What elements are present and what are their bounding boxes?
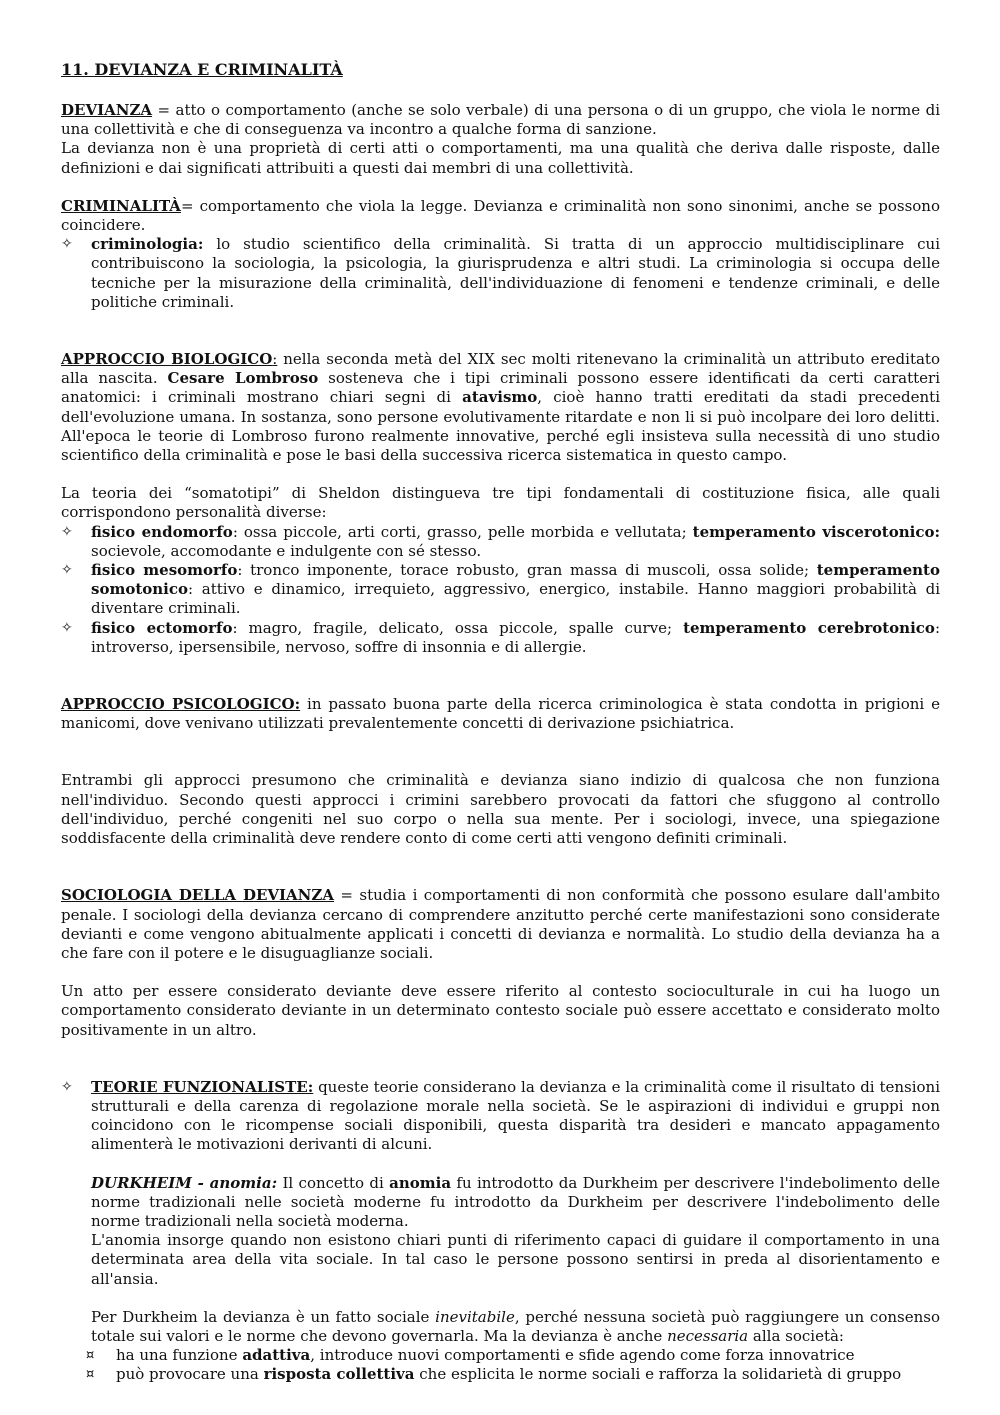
durkheim-term: DURKHEIM - anomia: bbox=[91, 1173, 278, 1192]
temperament-desc: : attivo e dinamico, irrequieto, aggressivo, energico, instabile. Hanno maggiori probabilità di diventare criminali. bbox=[91, 580, 940, 618]
durkheim-text-3c: alla società: bbox=[748, 1326, 844, 1345]
durkheim-text-3a: Per Durkheim la devianza è un fatto sociale bbox=[91, 1307, 436, 1326]
psicologico-paragraph bbox=[61, 695, 940, 733]
criminologia-term: criminologia: bbox=[91, 235, 204, 254]
biologico-paragraph bbox=[61, 350, 940, 465]
type-term: fisico endomorfo bbox=[91, 522, 233, 541]
biologico-text-1: nella seconda metà del XIX sec molti ritenevano la criminalità un attributo ereditato alla nascita. bbox=[61, 350, 940, 388]
sociologia-term: SOCIOLOGIA DELLA DEVIANZA bbox=[61, 886, 334, 905]
durkheim-paragraph-2: L'anomia insorge quando non esistono chiari punti di riferimento capaci di guidare il comportamento in una determinata area della vita sociale. In tal caso le persone possono sentirsi in preda al disorientamento e all'ansia. bbox=[91, 1231, 940, 1288]
funzionaliste-term: TEORIE FUNZIONALISTE: bbox=[91, 1077, 314, 1096]
anomia-term: anomia bbox=[389, 1173, 452, 1192]
type-desc: : tronco imponente, torace robusto, gran massa di muscoli, ossa solide; bbox=[237, 561, 817, 580]
list-item bbox=[61, 561, 940, 619]
currency-sign-icon: ¤ bbox=[86, 1367, 95, 1383]
temperament-desc: socievole, accomodante e indulgente con sé stesso. bbox=[91, 541, 482, 560]
list-item bbox=[61, 235, 940, 312]
sub-list-item bbox=[86, 1365, 940, 1384]
list-item bbox=[61, 523, 940, 561]
biologico-text-2: sosteneva che i tipi criminali possono essere identificati da certi caratteri anatomici: i criminali mostrano chiari segni di bbox=[61, 369, 940, 407]
currency-sign-icon: ¤ bbox=[86, 1348, 95, 1364]
sub-text-c: , introduce nuovi comportamenti e sfide agendo come forza innovatrice bbox=[310, 1346, 855, 1365]
lombroso-name: Cesare Lombroso bbox=[167, 369, 319, 388]
necessaria-term: necessaria bbox=[667, 1326, 749, 1345]
devianza-paragraph-2: La devianza non è una proprietà di certi atti o comportamenti, ma una qualità che deriva dalle risposte, dalle definizioni e dai significati attribuiti a questi dai membri di una collettività. bbox=[61, 139, 940, 177]
sociologia-paragraph-2: Un atto per essere considerato deviante deve essere riferito al contesto socioculturale in cui ha luogo un comportamento considerato deviante in un determinato contesto sociale può essere accettato e considerato molto positivamente in un altro. bbox=[61, 982, 940, 1039]
sub-text-a: ha una funzione bbox=[116, 1346, 243, 1365]
criminologia-text: lo studio scientifico della criminalità. Si tratta di un approccio multidisciplinare cui contribuiscono la sociologia, la psicologia, la giurisprudenza e altri studi. La criminologia si occupa delle tecniche per la misurazione della criminalità, dell'individuazione di fenomeni e tendenze criminali, e delle politiche criminali. bbox=[91, 235, 940, 311]
temperament-term: temperamento cerebrotonico bbox=[683, 618, 935, 637]
type-term: fisico ectomorfo bbox=[91, 618, 233, 637]
durkheim-text-1: Il concetto di bbox=[277, 1173, 390, 1192]
criminalita-paragraph bbox=[61, 197, 940, 235]
sub-list-item bbox=[86, 1346, 940, 1365]
criminalita-term: CRIMINALITÀ bbox=[61, 196, 181, 215]
temperament-term: temperamento somotonico bbox=[91, 561, 940, 599]
risposta-collettiva-term: risposta collettiva bbox=[263, 1365, 415, 1384]
biologico-term: APPROCCIO BIOLOGICO bbox=[61, 350, 273, 369]
temperament-term: temperamento viscerotonico: bbox=[692, 522, 940, 541]
inevitabile-term: inevitabile bbox=[435, 1307, 515, 1326]
devianza-definition: = atto o comportamento (anche se solo verbale) di una persona o di un gruppo, che viola le norme di una collettività e che di conseguenza va incontro a qualche forma di sanzione. bbox=[61, 101, 940, 139]
durkheim-text-2: fu introdotto da Durkheim per descrivere l'indebolimento delle norme tradizionali nelle società moderne fu introdotto da Durkheim per descrivere l'indebolimento delle norme tradizionali nella società moderna. bbox=[91, 1173, 940, 1230]
biologico-colon: : bbox=[272, 350, 278, 369]
type-term: fisico mesomorfo bbox=[91, 561, 238, 580]
sociologia-text: = studia i comportamenti di non conformità che possono esulare dall'ambito penale. I sociologi della devianza cercano di comprendere anzitutto perché certe manifestazioni sono considerate devianti e come vengono abitualmente applicati i concetti di devianza e normalità. Lo studio della devianza ha a che fare con il potere e le disuguaglianze sociali. bbox=[61, 886, 941, 962]
entrambi-paragraph: Entrambi gli approcci presumono che criminalità e devianza siano indizio di qualcosa che non funziona nell'individuo. Secondo questi approcci i crimini sarebbero provocati da fattori che sfuggono al controllo dell'individuo, perché congeniti nel suo corpo o nella sua mente. Per i sociologi, invece, una spiegazione soddisfacente della criminalità deve rendere conto di come certi atti vengono definiti criminali. bbox=[61, 771, 940, 848]
page-title: 11. DEVIANZA E CRIMINALITÀ bbox=[61, 60, 343, 79]
criminalita-definition: = comportamento che viola la legge. Devianza e criminalità non sono sinonimi, anche se possono coincidere. bbox=[61, 196, 940, 235]
four-point-star-outline-icon: ✧ bbox=[61, 236, 73, 253]
adattiva-term: adattiva bbox=[242, 1346, 311, 1365]
funzionaliste-text: queste teorie considerano la devianza e la criminalità come il risultato di tensioni strutturali e della carenza di regolazione morale nella società. Se le aspirazioni di individui e gruppi non coincidono con le ricompense sociali disponibili, questa disparità tra desideri e mancato appagamento alimenterà le motivazioni derivanti di alcuni. bbox=[91, 1077, 940, 1154]
list-item bbox=[61, 1078, 940, 1385]
devianza-paragraph bbox=[61, 101, 940, 139]
devianza-term: DEVIANZA bbox=[61, 101, 153, 119]
type-desc: : magro, fragile, delicato, ossa piccole, spalle curve; bbox=[232, 618, 684, 637]
atavismo-term: atavismo bbox=[462, 388, 538, 407]
durkheim-text-3b: , perché nessuna società può raggiungere un consenso totale sui valori e le norme che devono governarla. Ma la devianza è anche bbox=[91, 1307, 940, 1345]
type-desc: : ossa piccole, arti corti, grasso, pelle morbida e vellutata; bbox=[232, 522, 693, 541]
four-point-star-outline-icon: ✧ bbox=[61, 562, 73, 579]
sub-text-a: può provocare una bbox=[116, 1365, 264, 1384]
psicologico-text: in passato buona parte della ricerca criminologica è stata condotta in prigioni e manicomi, dove venivano utilizzati prevalentemente concetti di derivazione psichiatrica. bbox=[61, 695, 940, 733]
four-point-star-outline-icon: ✧ bbox=[61, 619, 73, 636]
sociologia-paragraph bbox=[61, 886, 940, 963]
temperament-desc: : introverso, ipersensibile, nervoso, soffre di insonnia e di allergie. bbox=[91, 618, 940, 656]
psicologico-term: APPROCCIO PSICOLOGICO: bbox=[61, 695, 301, 714]
biologico-text-3: , cioè hanno tratti ereditati da stadi precedenti dell'evoluzione umana. In sostanza, sono persone evolutivamente ritardate e non li si può incolpare dei loro delitti. All'epoca le teorie di Lombroso furono realmente innovative, perché egli insisteva sulla necessità di uno studio scientifico della criminalità e pose le basi della successiva ricerca sistematica in questo campo. bbox=[61, 388, 941, 465]
sheldon-paragraph: La teoria dei “somatotipi” di Sheldon distingueva tre tipi fondamentali di costituzione fisica, alle quali corrispondono personalità diverse: bbox=[61, 484, 940, 522]
four-point-star-outline-icon: ✧ bbox=[61, 523, 73, 540]
sub-text-c: che esplicita le norme sociali e rafforza la solidarietà di gruppo bbox=[414, 1365, 902, 1384]
four-point-star-outline-icon: ✧ bbox=[61, 1078, 73, 1095]
list-item bbox=[61, 619, 940, 657]
